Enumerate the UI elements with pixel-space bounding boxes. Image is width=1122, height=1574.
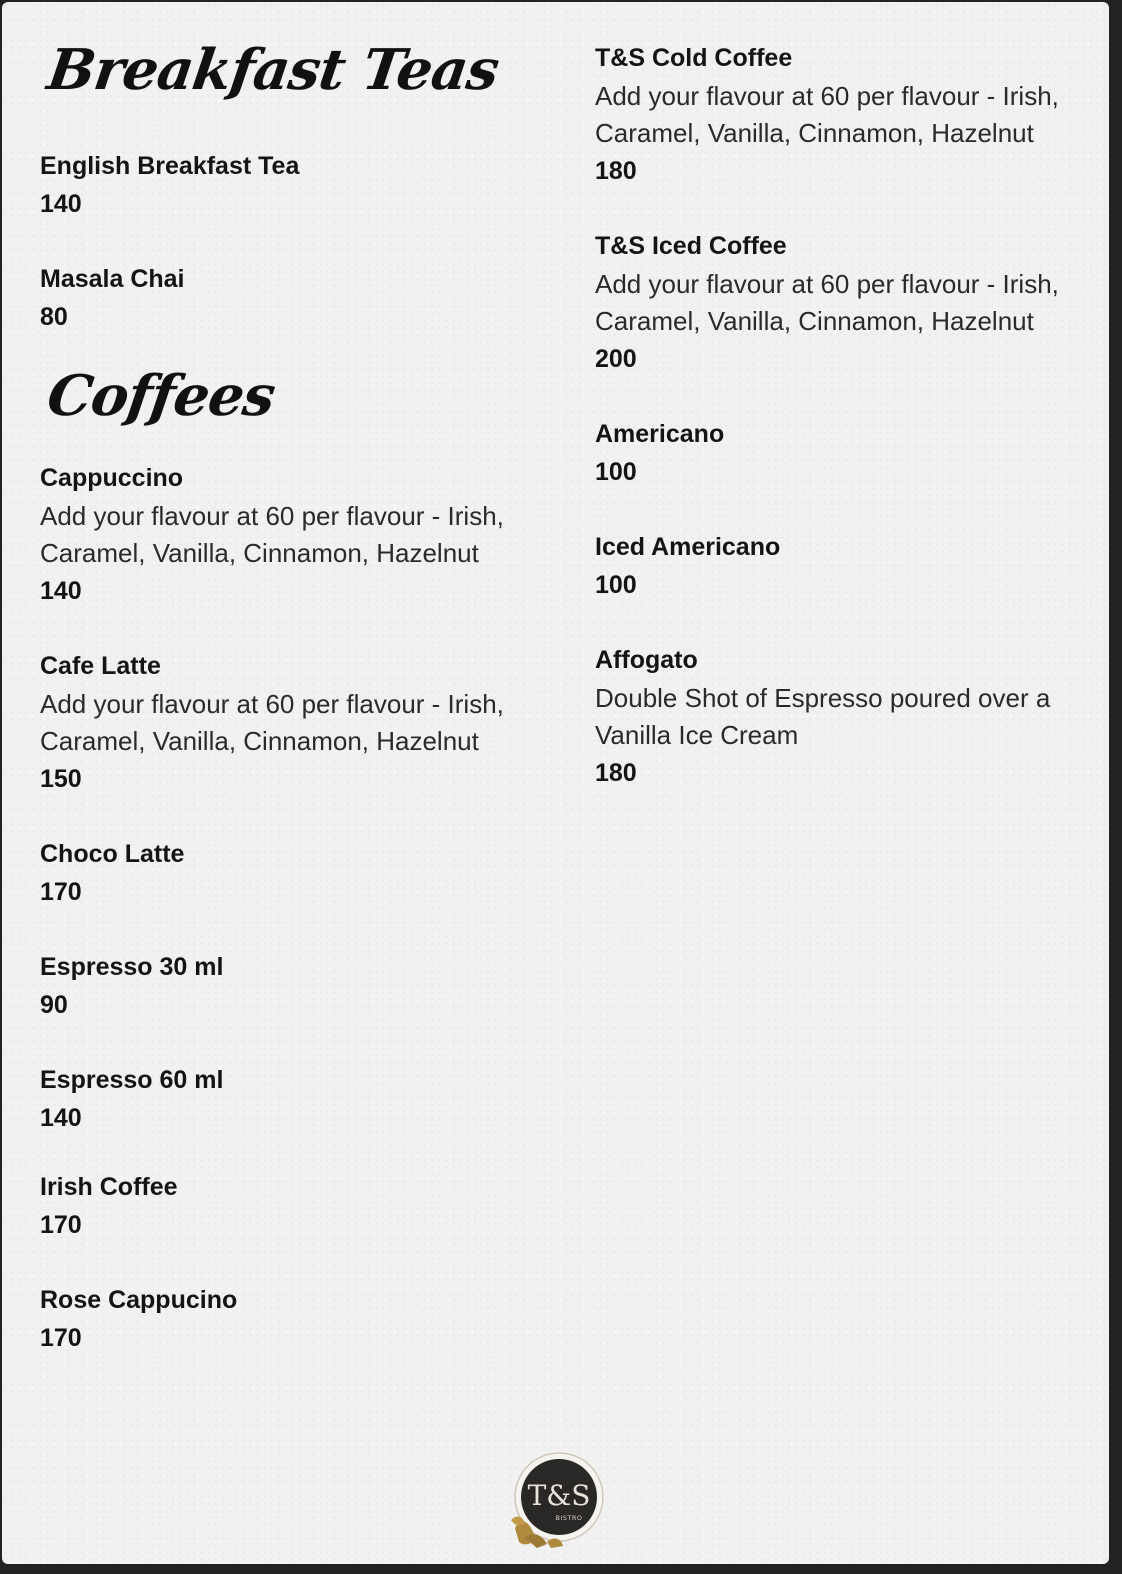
menu-item	[40, 836, 570, 911]
item-name: Rose Cappucino	[40, 1286, 238, 1314]
item-price: 100	[595, 570, 637, 599]
menu-item	[40, 648, 570, 798]
item-name: Irish Coffee	[40, 1173, 178, 1201]
item-price: 170	[40, 1210, 82, 1239]
item-price: 100	[595, 457, 637, 486]
item-price: 150	[40, 764, 82, 793]
item-price: 170	[40, 877, 82, 906]
menu-item	[40, 148, 570, 223]
item-price: 140	[40, 576, 82, 605]
item-description: Add your flavour at 60 per flavour - Irish, Caramel, Vanilla, Cinnamon, Hazelnut	[40, 500, 504, 568]
item-name: Espresso 60 ml	[40, 1066, 224, 1094]
logo-emblem-icon	[507, 1450, 607, 1550]
item-name: Iced Americano	[595, 533, 781, 561]
menu-item	[595, 416, 1105, 491]
item-price: 170	[40, 1323, 82, 1352]
item-name: Americano	[595, 420, 725, 448]
item-price: 200	[595, 344, 637, 373]
item-name: Cafe Latte	[40, 652, 161, 680]
item-description: Add your flavour at 60 per flavour - Irish, Caramel, Vanilla, Cinnamon, Hazelnut	[595, 268, 1059, 336]
item-price: 90	[40, 990, 68, 1019]
menu-item	[40, 1062, 570, 1137]
item-name: Choco Latte	[40, 840, 185, 868]
item-price: 180	[595, 758, 637, 787]
item-price: 180	[595, 156, 637, 185]
logo-text: T&S	[527, 1479, 591, 1512]
right-column	[595, 40, 1105, 792]
menu-item	[595, 40, 1105, 190]
menu-item	[595, 529, 1105, 604]
section-title-breakfast-teas: Breakfast Teas	[43, 37, 503, 103]
item-price: 140	[40, 1103, 82, 1132]
item-name: Affogato	[595, 646, 698, 674]
item-name: T&S Cold Coffee	[595, 44, 793, 72]
item-price: 80	[40, 302, 68, 331]
item-name: Espresso 30 ml	[40, 953, 224, 981]
item-name: T&S Iced Coffee	[595, 232, 787, 260]
item-name: Cappuccino	[40, 464, 184, 492]
item-description: Double Shot of Espresso poured over a Vanilla Ice Cream	[595, 682, 1051, 750]
menu-item	[595, 228, 1105, 378]
menu-item	[595, 642, 1105, 792]
menu-item	[40, 949, 570, 1024]
logo-subtext: BISTRO	[555, 1514, 583, 1522]
item-name: English Breakfast Tea	[40, 152, 300, 180]
section-title-coffees: Coffees	[43, 363, 279, 429]
left-column	[40, 32, 570, 1357]
menu-item	[40, 261, 570, 336]
item-price: 140	[40, 189, 82, 218]
menu-item	[40, 460, 570, 610]
item-description: Add your flavour at 60 per flavour - Irish, Caramel, Vanilla, Cinnamon, Hazelnut	[40, 688, 504, 756]
menu-item	[40, 1169, 570, 1244]
menu-page	[2, 2, 1109, 1564]
ts-bistro-logo	[507, 1450, 607, 1550]
item-name: Masala Chai	[40, 265, 185, 293]
menu-item	[40, 1282, 570, 1357]
item-description: Add your flavour at 60 per flavour - Irish, Caramel, Vanilla, Cinnamon, Hazelnut	[595, 80, 1059, 148]
